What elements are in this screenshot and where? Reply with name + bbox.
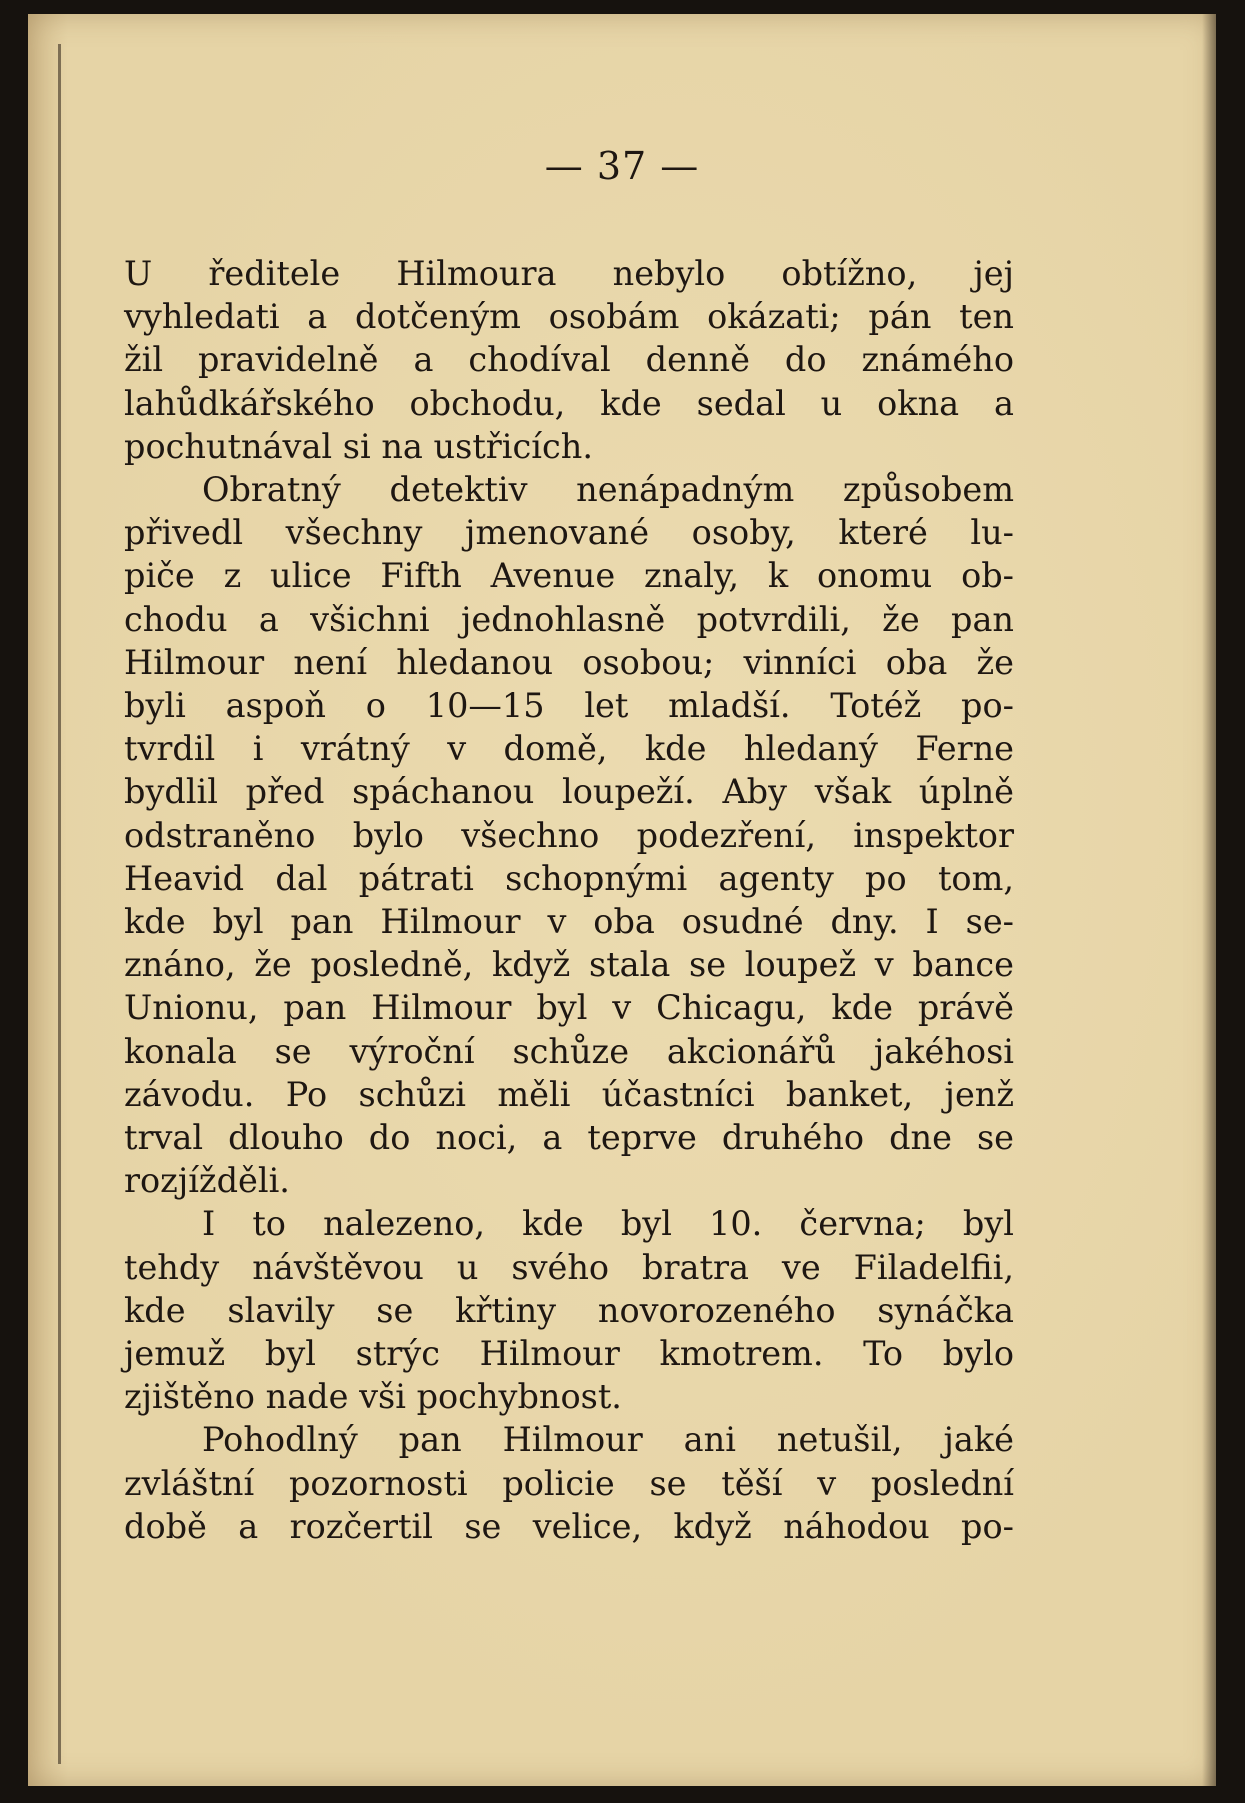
book-page bbox=[28, 14, 1216, 1786]
text-line: chodu a všichni jednohlasně potvrdili, že pan bbox=[124, 599, 1014, 639]
text-line: žil pravidelně a chodíval denně do známého bbox=[124, 340, 1014, 380]
text-line: Pohodlný pan Hilmour ani netušil, jaké bbox=[202, 1420, 1014, 1460]
text-line: odstraněno bylo všechno podezření, inspektor bbox=[124, 815, 1014, 855]
text-line: Unionu, pan Hilmour byl v Chicagu, kde právě bbox=[124, 988, 1014, 1028]
body-text bbox=[124, 252, 1014, 1548]
text-line: přivedl všechny jmenované osoby, které lu- bbox=[124, 513, 1014, 553]
text-line: zvláštní pozornosti policie se těší v poslední bbox=[124, 1463, 1014, 1503]
text-line: znáno, že posledně, když stala se loupež v bance bbox=[124, 945, 1014, 985]
text-line: trval dlouho do noci, a teprve druhého dne se bbox=[124, 1118, 1014, 1158]
text-line: piče z ulice Fifth Avenue znaly, k onomu ob- bbox=[124, 556, 1014, 596]
text-line: závodu. Po schůzi měli účastníci banket, jenž bbox=[124, 1074, 1014, 1114]
text-line: Obratný detektiv nenápadným způsobem bbox=[202, 470, 1014, 510]
text-line: vyhledati a dotčeným osobám okázati; pán ten bbox=[124, 297, 1014, 337]
text-line: rozjížděli. bbox=[124, 1161, 290, 1201]
text-line: I to nalezeno, kde byl 10. června; byl bbox=[202, 1204, 1014, 1244]
text-line: kde slavily se křtiny novorozeného synáčka bbox=[124, 1290, 1014, 1330]
text-line: byli aspoň o 10—15 let mladší. Totéž po- bbox=[124, 686, 1014, 726]
text-line: kde byl pan Hilmour v oba osudné dny. I se- bbox=[124, 902, 1014, 942]
text-line: lahůdkářského obchodu, kde sedal u okna a bbox=[124, 383, 1014, 423]
text-line: pochutnával si na ustřicích. bbox=[124, 426, 593, 466]
text-line: U ředitele Hilmoura nebylo obtížno, jej bbox=[124, 254, 1014, 293]
text-line: konala se výroční schůze akcionářů jakéhosi bbox=[124, 1031, 1014, 1071]
text-line: jemuž byl strýc Hilmour kmotrem. To bylo bbox=[124, 1334, 1014, 1374]
text-line: Hilmour není hledanou osobou; vinníci oba že bbox=[124, 642, 1014, 682]
text-line: zjištěno nade vši pochybnost. bbox=[124, 1377, 622, 1417]
page-number-header: — 37 — bbox=[544, 144, 700, 188]
binding-gutter bbox=[58, 44, 61, 1764]
text-line: Heavid dal pátrati schopnými agenty po tom, bbox=[124, 858, 1014, 898]
text-line: tvrdil i vrátný v domě, kde hledaný Ferne bbox=[124, 729, 1014, 769]
text-line: bydlil před spáchanou loupeží. Aby však úplně bbox=[124, 772, 1014, 812]
text-line: tehdy návštěvou u svého bratra ve Filadelfii, bbox=[124, 1247, 1014, 1287]
text-line: době a rozčertil se velice, když náhodou po- bbox=[124, 1506, 1014, 1546]
page-edge-shadow bbox=[1202, 14, 1216, 1786]
